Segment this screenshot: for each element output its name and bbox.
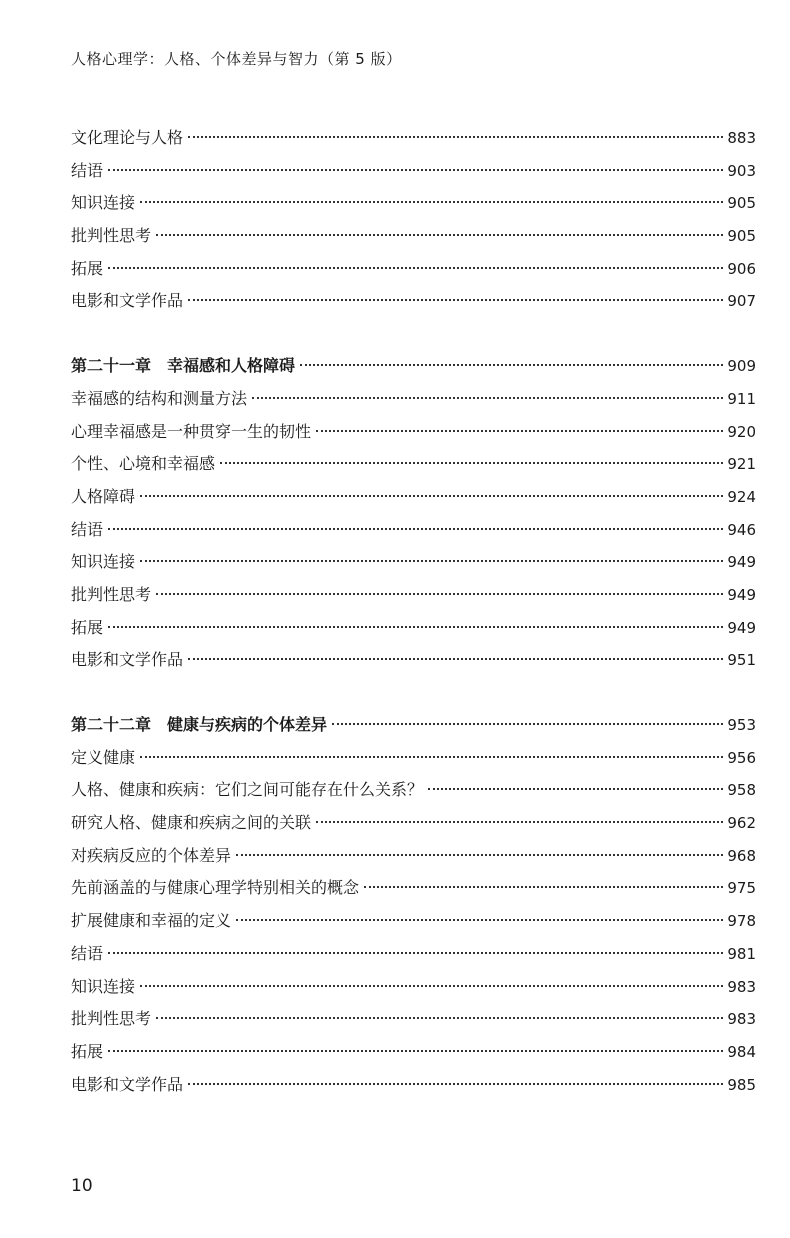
dot-leader bbox=[188, 299, 723, 301]
toc-entry[interactable] bbox=[71, 187, 756, 220]
toc-entry[interactable] bbox=[71, 1003, 756, 1036]
dot-leader bbox=[316, 821, 723, 823]
toc-entry-title: 电影和文学作品 bbox=[71, 1074, 184, 1094]
toc-entry[interactable] bbox=[71, 840, 756, 873]
toc-entry[interactable] bbox=[71, 905, 756, 938]
toc-entry-title: 先前涵盖的与健康心理学特别相关的概念 bbox=[71, 878, 360, 898]
toc-entry-title: 人格、健康和疾病：它们之间可能存在什么关系？ bbox=[71, 780, 424, 800]
dot-leader bbox=[300, 364, 723, 366]
toc-entry-title: 研究人格、健康和疾病之间的关联 bbox=[71, 813, 312, 833]
dot-leader bbox=[140, 495, 723, 497]
dot-leader bbox=[156, 1017, 723, 1019]
toc-entry[interactable] bbox=[71, 481, 756, 514]
toc-entry-page: 883 bbox=[727, 129, 756, 147]
toc-entry[interactable] bbox=[71, 122, 756, 155]
toc-entry[interactable] bbox=[71, 285, 756, 318]
dot-leader bbox=[188, 658, 723, 660]
toc-entry[interactable] bbox=[71, 514, 756, 547]
toc-entry-page: 907 bbox=[727, 292, 756, 311]
dot-leader bbox=[108, 528, 723, 530]
toc-entry-title: 批判性思考 bbox=[71, 584, 152, 604]
toc-entry[interactable] bbox=[71, 644, 756, 677]
dot-leader bbox=[108, 267, 723, 269]
toc-section bbox=[71, 350, 756, 677]
toc-entry[interactable] bbox=[71, 1036, 756, 1069]
toc-entry-page: 946 bbox=[727, 520, 756, 539]
toc-entry-title: 结语 bbox=[71, 519, 104, 539]
dot-leader bbox=[108, 626, 723, 628]
toc-section bbox=[71, 122, 756, 318]
toc-entry-page: 951 bbox=[727, 651, 756, 670]
toc-entry-page: 906 bbox=[727, 259, 756, 278]
toc-entry-title: 文化理论与人格 bbox=[71, 128, 184, 147]
toc-entry-title: 结语 bbox=[71, 943, 104, 963]
toc-entry-title: 知识连接 bbox=[71, 976, 136, 996]
toc-entry-page: 921 bbox=[727, 455, 756, 474]
dot-leader bbox=[220, 462, 723, 464]
toc-entry[interactable] bbox=[71, 1069, 756, 1102]
toc-entry-title: 个性、心境和幸福感 bbox=[71, 454, 216, 474]
toc-entry-title: 拓展 bbox=[71, 617, 104, 637]
toc-entry-page: 949 bbox=[727, 618, 756, 637]
toc-entry-page: 983 bbox=[727, 977, 756, 996]
toc-entry[interactable] bbox=[71, 253, 756, 286]
page-number: 10 bbox=[71, 1176, 93, 1196]
table-of-contents bbox=[71, 122, 756, 1101]
toc-chapter-heading[interactable] bbox=[71, 350, 756, 383]
toc-entry-page: 983 bbox=[727, 1010, 756, 1029]
toc-entry[interactable] bbox=[71, 872, 756, 905]
dot-leader bbox=[252, 397, 723, 399]
toc-entry[interactable] bbox=[71, 383, 756, 416]
toc-entry[interactable] bbox=[71, 579, 756, 612]
dot-leader bbox=[140, 201, 723, 203]
toc-entry-title: 第二十一章 幸福感和人格障碍 bbox=[71, 356, 296, 376]
toc-entry-page: 975 bbox=[727, 879, 756, 898]
dot-leader bbox=[108, 1050, 723, 1052]
toc-entry-page: 911 bbox=[727, 389, 756, 408]
dot-leader bbox=[140, 985, 723, 987]
toc-entry-page: 953 bbox=[727, 716, 756, 734]
dot-leader bbox=[140, 756, 723, 758]
toc-entry-page: 985 bbox=[727, 1075, 756, 1094]
dot-leader bbox=[108, 169, 723, 171]
dot-leader bbox=[332, 723, 723, 725]
toc-entry[interactable] bbox=[71, 155, 756, 188]
toc-entry-title: 第二十二章 健康与疾病的个体差异 bbox=[71, 715, 328, 734]
toc-entry-title: 扩展健康和幸福的定义 bbox=[71, 911, 232, 931]
toc-entry[interactable] bbox=[71, 971, 756, 1004]
toc-entry[interactable] bbox=[71, 448, 756, 481]
dot-leader bbox=[236, 854, 723, 856]
toc-entry-title: 拓展 bbox=[71, 1041, 104, 1061]
dot-leader bbox=[108, 952, 723, 954]
toc-entry-title: 电影和文学作品 bbox=[71, 291, 184, 311]
dot-leader bbox=[188, 136, 723, 138]
dot-leader bbox=[428, 788, 723, 790]
toc-entry-page: 981 bbox=[727, 944, 756, 963]
toc-entry-page: 909 bbox=[727, 357, 756, 376]
toc-chapter-heading[interactable] bbox=[71, 709, 756, 742]
toc-entry-title: 幸福感的结构和测量方法 bbox=[71, 388, 248, 408]
toc-entry-page: 949 bbox=[727, 553, 756, 572]
toc-section bbox=[71, 709, 756, 1101]
dot-leader bbox=[316, 430, 723, 432]
toc-entry-title: 拓展 bbox=[71, 258, 104, 278]
toc-entry[interactable] bbox=[71, 938, 756, 971]
toc-entry[interactable] bbox=[71, 416, 756, 449]
dot-leader bbox=[156, 234, 723, 236]
toc-entry-page: 949 bbox=[727, 585, 756, 604]
toc-entry[interactable] bbox=[71, 220, 756, 253]
dot-leader bbox=[156, 593, 723, 595]
toc-entry-title: 对疾病反应的个体差异 bbox=[71, 845, 232, 865]
dot-leader bbox=[188, 1083, 723, 1085]
toc-entry-title: 定义健康 bbox=[71, 747, 136, 767]
toc-entry-page: 968 bbox=[727, 846, 756, 865]
toc-entry[interactable] bbox=[71, 807, 756, 840]
running-head: 人格心理学：人格、个体差异与智力（第 5 版） bbox=[71, 50, 402, 68]
toc-entry-page: 962 bbox=[727, 814, 756, 833]
toc-entry[interactable] bbox=[71, 774, 756, 807]
toc-entry-page: 905 bbox=[727, 194, 756, 213]
toc-entry-page: 978 bbox=[727, 912, 756, 931]
toc-entry[interactable] bbox=[71, 546, 756, 579]
toc-entry-title: 批判性思考 bbox=[71, 1009, 152, 1029]
toc-entry-title: 人格障碍 bbox=[71, 486, 136, 506]
toc-entry-title: 批判性思考 bbox=[71, 226, 152, 246]
toc-entry-title: 知识连接 bbox=[71, 552, 136, 572]
toc-entry-page: 958 bbox=[727, 781, 756, 800]
toc-entry-title: 电影和文学作品 bbox=[71, 650, 184, 670]
toc-entry[interactable] bbox=[71, 612, 756, 645]
toc-entry-title: 心理幸福感是一种贯穿一生的韧性 bbox=[71, 421, 312, 441]
toc-entry-page: 920 bbox=[727, 422, 756, 441]
dot-leader bbox=[140, 560, 723, 562]
toc-entry-title: 结语 bbox=[71, 160, 104, 180]
toc-entry-page: 905 bbox=[727, 227, 756, 246]
toc-entry-page: 924 bbox=[727, 487, 756, 506]
toc-entry-page: 903 bbox=[727, 161, 756, 180]
toc-entry[interactable] bbox=[71, 742, 756, 775]
dot-leader bbox=[364, 886, 723, 888]
toc-entry-page: 984 bbox=[727, 1042, 756, 1061]
toc-entry-page: 956 bbox=[727, 748, 756, 767]
dot-leader bbox=[236, 919, 723, 921]
toc-entry-title: 知识连接 bbox=[71, 193, 136, 213]
